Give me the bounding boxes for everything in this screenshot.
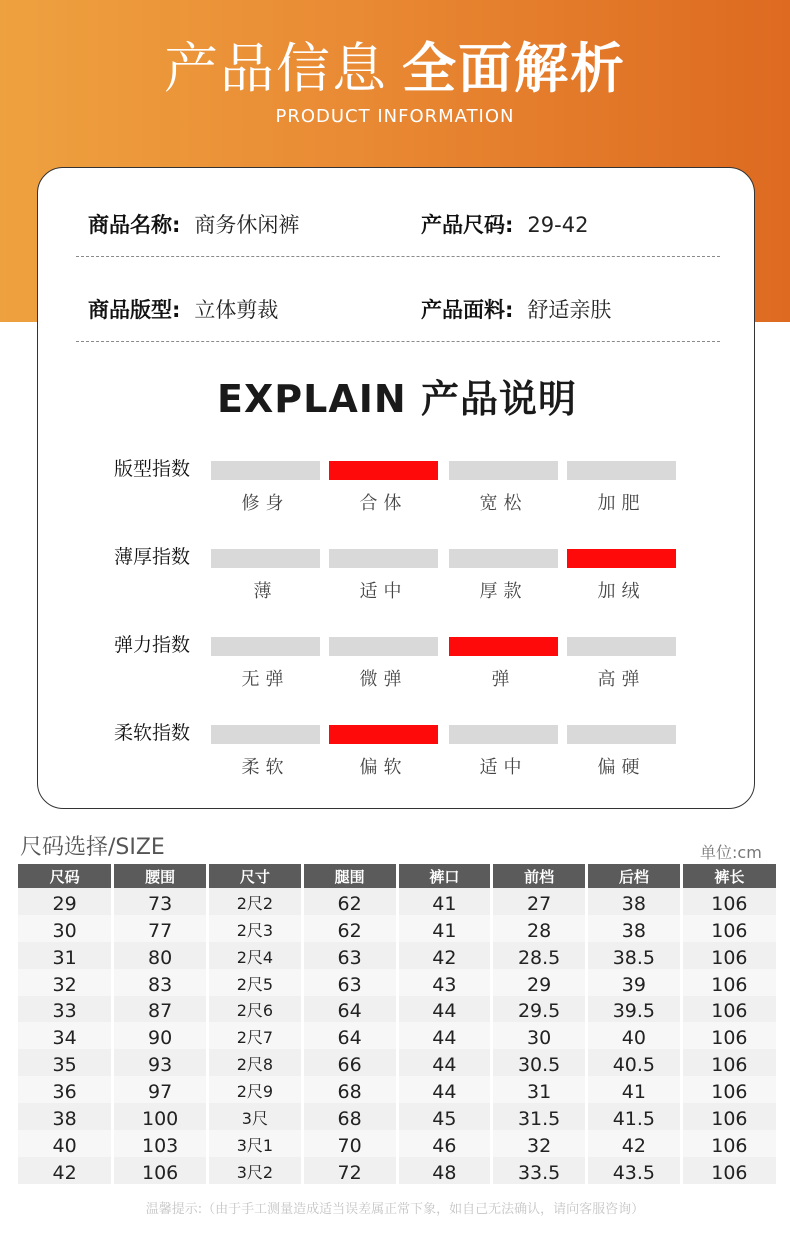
size-title: 尺码选择/SIZE (20, 835, 165, 860)
index-option-label: 合体 (359, 493, 408, 514)
table-cell: 27 (492, 888, 587, 915)
table-cell: 106 (681, 996, 776, 1023)
index-option-label: 厚款 (479, 581, 528, 602)
table-cell: 106 (681, 1022, 776, 1049)
table-cell: 44 (397, 996, 492, 1023)
index-option-label: 无弹 (241, 669, 290, 690)
tip-text: 温馨提示:（由于手工测量造成适当误差属正常下象，如自己无法确认，请向客服咨询） (145, 1202, 645, 1217)
table-cell: 106 (681, 1103, 776, 1130)
table-row (18, 969, 776, 996)
info-item-fit (88, 290, 278, 330)
explain-title: EXPLAIN 产品说明 (217, 377, 577, 421)
info-value: 商务休闲裤 (194, 213, 300, 237)
table-row (18, 942, 776, 969)
column-header: 裤长 (681, 864, 776, 888)
table-cell: 80 (113, 942, 208, 969)
info-row-2 (38, 290, 756, 330)
table-cell: 43 (397, 969, 492, 996)
index-option-label: 微弹 (359, 669, 408, 690)
product-info-card (37, 167, 755, 809)
table-cell: 28 (492, 915, 587, 942)
table-cell: 42 (18, 1157, 113, 1184)
table-cell: 62 (302, 888, 397, 915)
index-option-label: 适中 (479, 757, 528, 778)
info-item-fabric (421, 290, 611, 330)
index-row (38, 545, 756, 605)
index-bar (567, 461, 676, 480)
table-cell: 35 (18, 1049, 113, 1076)
table-row (18, 1049, 776, 1076)
table-cell: 106 (681, 1157, 776, 1184)
size-table (18, 864, 776, 1184)
title-light: 产品信息 (164, 37, 388, 100)
table-cell: 41.5 (587, 1103, 682, 1130)
table-cell: 103 (113, 1130, 208, 1157)
table-cell: 43.5 (587, 1157, 682, 1184)
index-bar (211, 549, 320, 568)
table-cell: 38.5 (587, 942, 682, 969)
title-bold: 全面解析 (402, 37, 626, 100)
divider (76, 256, 720, 257)
table-cell: 87 (113, 996, 208, 1023)
column-header: 裤口 (397, 864, 492, 888)
table-row (18, 1130, 776, 1157)
index-bar (449, 461, 558, 480)
table-cell: 70 (302, 1130, 397, 1157)
table-cell: 83 (113, 969, 208, 996)
column-header: 前档 (492, 864, 587, 888)
table-cell: 31 (492, 1076, 587, 1103)
table-cell: 68 (302, 1076, 397, 1103)
column-header: 尺寸 (208, 864, 303, 888)
table-cell: 46 (397, 1130, 492, 1157)
table-cell: 32 (18, 969, 113, 996)
index-label: 版型指数 (114, 458, 191, 480)
table-cell: 106 (681, 1130, 776, 1157)
index-label: 柔软指数 (114, 722, 191, 744)
index-label: 薄厚指数 (114, 546, 191, 568)
table-cell: 3尺 (208, 1103, 303, 1130)
index-bar (211, 725, 320, 744)
index-option-label: 偏软 (359, 757, 408, 778)
table-cell: 39 (587, 969, 682, 996)
index-option-label: 加肥 (597, 493, 646, 514)
info-label: 产品面料: (421, 298, 514, 322)
table-cell: 97 (113, 1076, 208, 1103)
table-row (18, 1157, 776, 1184)
index-bar-selected (567, 549, 676, 568)
table-cell: 28.5 (492, 942, 587, 969)
index-bar (449, 725, 558, 744)
table-cell: 44 (397, 1076, 492, 1103)
size-header-row (18, 864, 776, 888)
table-cell: 64 (302, 1022, 397, 1049)
index-option-label: 薄 (253, 581, 278, 602)
column-header: 尺码 (18, 864, 113, 888)
table-cell: 90 (113, 1022, 208, 1049)
index-bar (211, 461, 320, 480)
table-cell: 42 (587, 1130, 682, 1157)
table-cell: 2尺7 (208, 1022, 303, 1049)
table-cell: 3尺1 (208, 1130, 303, 1157)
index-option-label: 弹 (491, 669, 516, 690)
info-value: 立体剪裁 (194, 298, 279, 322)
table-cell: 106 (681, 1076, 776, 1103)
index-option-label: 宽松 (479, 493, 528, 514)
info-value: 舒适亲肤 (527, 298, 612, 322)
table-cell: 2尺4 (208, 942, 303, 969)
table-cell: 39.5 (587, 996, 682, 1023)
table-cell: 77 (113, 915, 208, 942)
table-cell: 3尺2 (208, 1157, 303, 1184)
table-cell: 2尺2 (208, 888, 303, 915)
table-cell: 106 (681, 915, 776, 942)
table-cell: 106 (113, 1157, 208, 1184)
table-cell: 34 (18, 1022, 113, 1049)
table-cell: 2尺3 (208, 915, 303, 942)
index-option-label: 偏硬 (597, 757, 646, 778)
column-header: 腰围 (113, 864, 208, 888)
info-row-1 (38, 205, 756, 245)
table-cell: 30.5 (492, 1049, 587, 1076)
table-cell: 29.5 (492, 996, 587, 1023)
info-label: 商品名称: (88, 213, 181, 237)
page-title (0, 34, 790, 104)
table-cell: 36 (18, 1076, 113, 1103)
table-cell: 106 (681, 969, 776, 996)
table-cell: 40.5 (587, 1049, 682, 1076)
table-cell: 29 (492, 969, 587, 996)
table-cell: 44 (397, 1049, 492, 1076)
table-cell: 45 (397, 1103, 492, 1130)
table-cell: 2尺9 (208, 1076, 303, 1103)
index-bar-selected (449, 637, 558, 656)
info-label: 商品版型: (88, 298, 181, 322)
table-row (18, 1076, 776, 1103)
table-cell: 42 (397, 942, 492, 969)
table-row (18, 996, 776, 1023)
index-bar (449, 549, 558, 568)
table-cell: 44 (397, 1022, 492, 1049)
page-subtitle: PRODUCT INFORMATION (275, 106, 515, 127)
table-cell: 40 (587, 1022, 682, 1049)
size-unit: 单位:cm (700, 843, 762, 862)
table-cell: 41 (587, 1076, 682, 1103)
index-option-label: 加绒 (597, 581, 646, 602)
table-row (18, 888, 776, 915)
index-bar (567, 637, 676, 656)
table-cell: 106 (681, 942, 776, 969)
table-cell: 33 (18, 996, 113, 1023)
table-cell: 2尺6 (208, 996, 303, 1023)
index-row (38, 721, 756, 781)
table-cell: 30 (492, 1022, 587, 1049)
index-row (38, 457, 756, 517)
table-cell: 29 (18, 888, 113, 915)
table-cell: 64 (302, 996, 397, 1023)
table-row (18, 915, 776, 942)
table-row (18, 1022, 776, 1049)
table-cell: 41 (397, 888, 492, 915)
table-cell: 38 (18, 1103, 113, 1130)
table-cell: 38 (587, 915, 682, 942)
info-item-size (421, 205, 588, 245)
index-option-label: 柔软 (241, 757, 290, 778)
table-cell: 72 (302, 1157, 397, 1184)
index-bar (211, 637, 320, 656)
table-cell: 31 (18, 942, 113, 969)
info-label: 产品尺码: (421, 213, 514, 237)
table-cell: 33.5 (492, 1157, 587, 1184)
table-cell: 40 (18, 1130, 113, 1157)
index-option-label: 高弹 (597, 669, 646, 690)
table-cell: 38 (587, 888, 682, 915)
table-cell: 66 (302, 1049, 397, 1076)
index-bar (329, 637, 438, 656)
table-cell: 93 (113, 1049, 208, 1076)
index-option-label: 适中 (359, 581, 408, 602)
table-cell: 32 (492, 1130, 587, 1157)
index-bar (567, 725, 676, 744)
index-row (38, 633, 756, 693)
table-cell: 30 (18, 915, 113, 942)
table-cell: 68 (302, 1103, 397, 1130)
table-cell: 106 (681, 888, 776, 915)
table-cell: 48 (397, 1157, 492, 1184)
table-cell: 62 (302, 915, 397, 942)
table-cell: 2尺8 (208, 1049, 303, 1076)
index-label: 弹力指数 (114, 634, 191, 656)
table-cell: 63 (302, 942, 397, 969)
index-bar-selected (329, 725, 438, 744)
index-bar (329, 549, 438, 568)
table-cell: 73 (113, 888, 208, 915)
size-body (18, 888, 776, 1184)
divider (76, 341, 720, 342)
index-bar-selected (329, 461, 438, 480)
table-cell: 41 (397, 915, 492, 942)
index-option-label: 修身 (241, 493, 290, 514)
table-cell: 106 (681, 1049, 776, 1076)
table-row (18, 1103, 776, 1130)
info-item-name (88, 205, 299, 245)
info-value: 29-42 (527, 213, 589, 237)
column-header: 后档 (587, 864, 682, 888)
table-cell: 2尺5 (208, 969, 303, 996)
column-header: 腿围 (302, 864, 397, 888)
table-cell: 63 (302, 969, 397, 996)
table-cell: 31.5 (492, 1103, 587, 1130)
table-cell: 100 (113, 1103, 208, 1130)
